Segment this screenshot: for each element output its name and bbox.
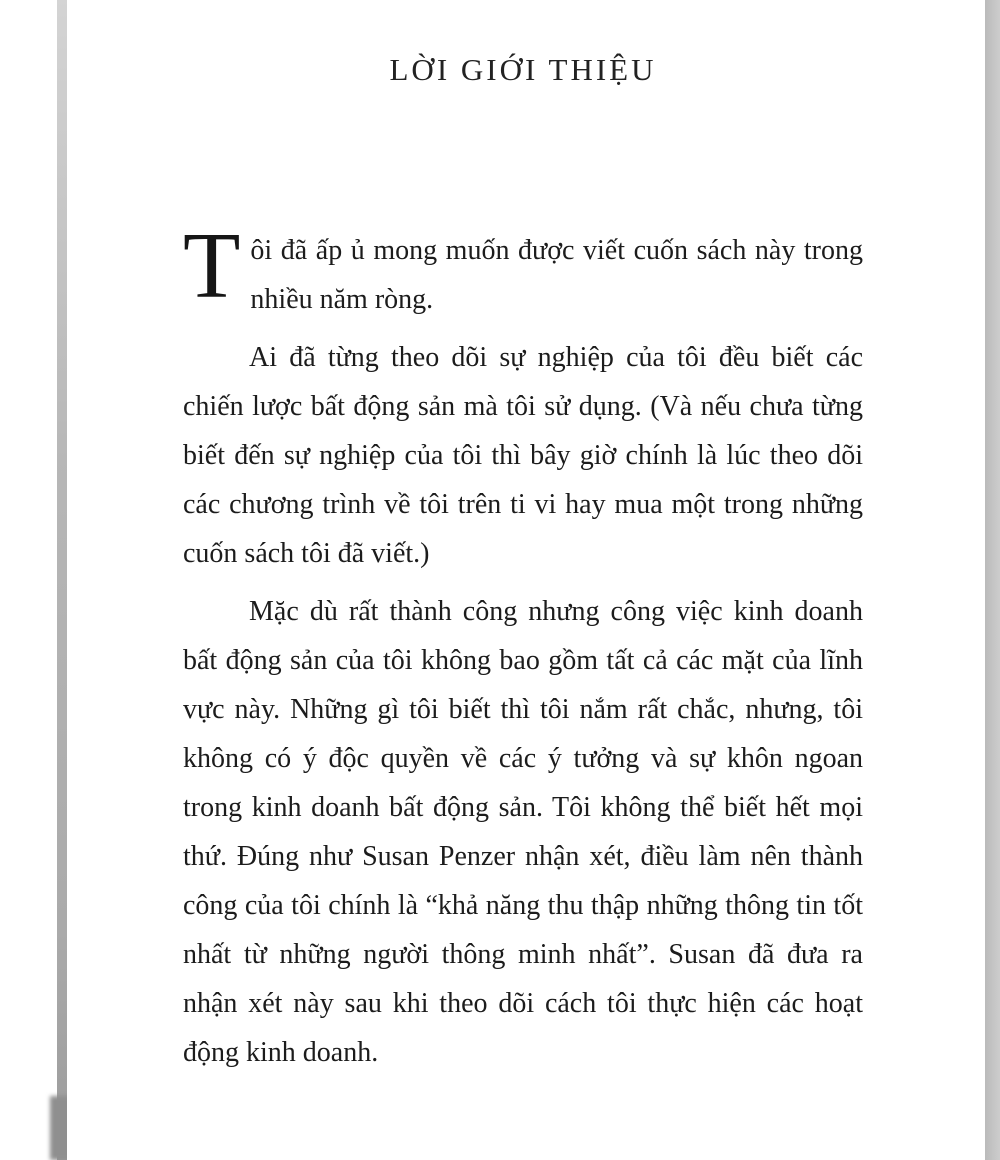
scan-gutter-shadow xyxy=(57,0,67,1160)
opening-paragraph-text: ôi đã ấp ủ mong muốn được viết cuốn sách này trong nhiều năm ròng. xyxy=(250,235,863,315)
body-paragraph: Mặc dù rất thành công nhưng công việc kinh doanh bất động sản của tôi không bao gồm tất cả các mặt của lĩnh vực này. Những gì tôi biết thì tôi nắm rất chắc, nhưng, tôi không có ý độc quyền về các ý tưởng và sự khôn ngoan trong kinh doanh bất động sản. Tôi không thể biết hết mọi thứ. Đúng như Susan Penzer nhận xét, điều làm nên thành công của tôi chính là “khả năng thu thập những thông tin tốt nhất từ những người thông minh nhất”. Susan đã đưa ra nhận xét này sau khi theo dõi cách tôi thực hiện các hoạt động kinh doanh. xyxy=(183,596,863,1068)
body-paragraph: Ai đã từng theo dõi sự nghiệp của tôi đều biết các chiến lược bất động sản mà tôi sử dụng. (Và nếu chưa từng biết đến sự nghiệp của tôi thì bây giờ chính là lúc theo dõi các chương trình về tôi trên ti vi hay mua một trong những cuốn sách tôi đã viết.) xyxy=(183,342,863,569)
opening-paragraph xyxy=(183,214,863,324)
drop-cap: T xyxy=(183,214,241,318)
book-page xyxy=(67,0,985,1160)
scan-edge-right xyxy=(984,0,1000,1160)
page-title: LỜI GIỚI THIỆU xyxy=(389,52,657,87)
page-body xyxy=(183,214,863,1077)
